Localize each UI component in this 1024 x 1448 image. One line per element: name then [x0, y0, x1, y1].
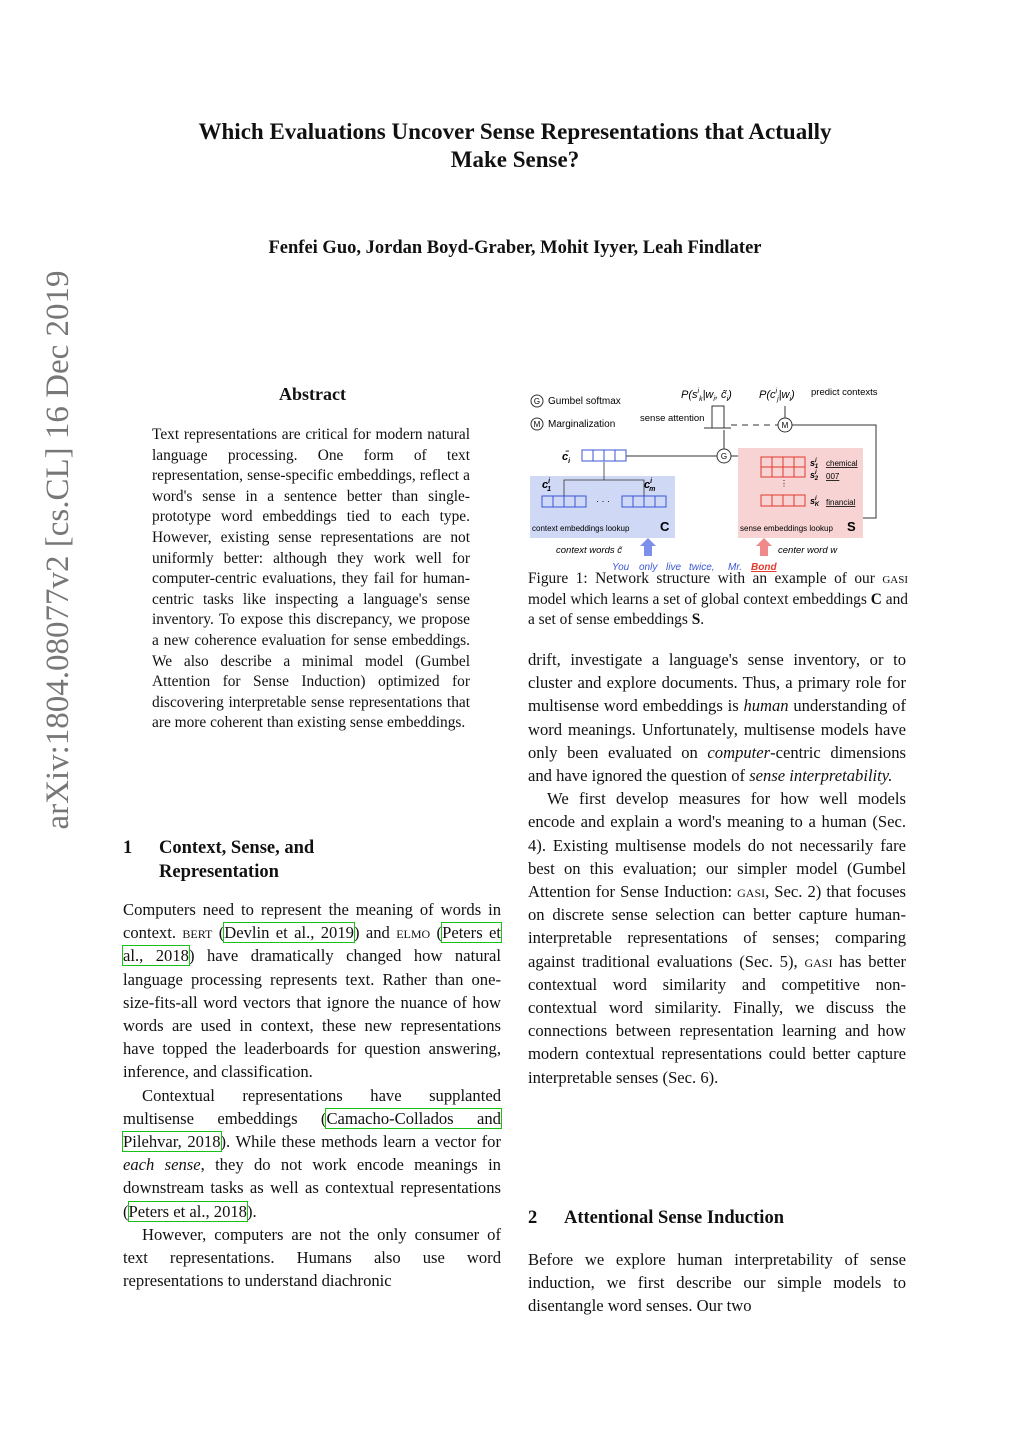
context-lookup-label: context embeddings lookup — [532, 524, 630, 533]
authors: Fenfei Guo, Jordan Boyd-Graber, Mohit Iyyer, Leah Findlater — [268, 238, 762, 258]
sense-attention-label: sense attention — [640, 413, 705, 424]
emphasis: computer — [707, 742, 771, 762]
section-2-title: Attentional Sense Induction — [564, 1208, 784, 1228]
text-run: have dramatically changed how natural language processing represents text. Rather than one-size-fits-all word vectors that ignore the nuance of how words are used in context, these new representations have topped the leaderboards for question answering, inference, and classification. — [123, 946, 501, 1082]
section-2-paragraph: Before we explore human interpretability of sense induction, we first describe our simple models to disentangle word senses. Our two — [528, 1250, 906, 1316]
paper-title — [110, 118, 920, 174]
context-matrix-C: C — [660, 519, 670, 534]
cbar-label: $c̄_i$ — [562, 451, 571, 465]
caption-C: C — [870, 590, 882, 608]
sentence-word: live — [666, 562, 682, 573]
citation-devlin[interactable]: Devlin et al., 2019 — [224, 923, 354, 943]
citation-peters[interactable]: Peters et al., 2018 — [123, 923, 501, 966]
s2-label: $s^i$ 2 — [810, 470, 819, 482]
sentence-word: You — [612, 562, 630, 573]
title-line-1: Which Evaluations Uncover Sense Representations that Actually — [198, 119, 832, 144]
network-diagram — [526, 380, 910, 580]
text-run: , Sec. 2) that focuses on discrete sense selection can better capture human-interpretable representations of senses; comparing against traditional evaluations (Sec. 5), — [528, 882, 906, 971]
caption-text: Figure 1: Network structure with an example of our — [528, 570, 883, 587]
sense-k-word: financial — [826, 498, 856, 507]
predict-contexts-label: predict contexts — [811, 387, 878, 398]
attention-bar — [712, 406, 724, 428]
section-1-title-line-2: Representation — [159, 862, 279, 882]
section-2-body — [528, 1248, 906, 1318]
c1-label: $c^i$ 1 — [542, 478, 551, 493]
sense-2-word: 007 — [826, 472, 840, 481]
gumbel-node-symbol: G — [720, 452, 728, 461]
marginalization-node-symbol: M — [781, 421, 789, 430]
sense-vdots: ⋮ — [780, 479, 788, 488]
emphasis: each sense — [123, 1155, 201, 1175]
text-run: , they do not work encode meanings in downstream tasks as well as contextual representations ( — [123, 1155, 501, 1221]
citation-camacho[interactable]: Camacho-Collados and Pilehvar, 2018 — [123, 1108, 501, 1152]
right-column — [528, 648, 906, 1089]
emphasis: human — [743, 696, 789, 716]
right-paragraph-1 — [528, 648, 906, 787]
caption-text: . — [700, 611, 705, 629]
text-run: Contextual representations have supplanted multisense embeddings ( — [123, 1085, 501, 1128]
context-words-label: context words c̃ — [556, 545, 622, 556]
gasi-term: gasi — [882, 570, 908, 587]
context-probability-label: $P(c^i_j|w_i)$ — [759, 388, 795, 403]
cm-label: $c^i$ m — [644, 478, 656, 493]
section-1-title-line-1: Context, Sense, and — [159, 838, 315, 858]
sentence-word: twice, — [689, 562, 715, 573]
gasi-term: gasi — [737, 882, 766, 902]
center-word-bond: Bond — [751, 562, 777, 573]
sense-lookup-label: sense embeddings lookup — [740, 524, 833, 533]
caption-text: and a set of sense embeddings — [528, 590, 908, 629]
abstract-heading: Abstract — [279, 384, 346, 404]
figure-1 — [526, 380, 910, 580]
cbar-vector — [582, 450, 626, 461]
title-line-2: Make Sense? — [450, 147, 580, 172]
text-run: drift, investigate a language's sense inventory, or to cluster and explore documents. Thus, a primary role for multisense word embeddings is — [528, 650, 906, 716]
text-run: and — [359, 923, 397, 943]
sentence-word: Mr. — [728, 562, 743, 573]
marginalization-legend-symbol: M — [533, 420, 541, 429]
section-2-heading — [528, 1206, 908, 1230]
marginalization-legend-label: Marginalization — [548, 419, 616, 430]
figure-1-caption — [528, 569, 908, 631]
text-run: understanding of word meanings. Unfortunately, multisense models have only been evaluated on — [528, 696, 906, 762]
sec1-paragraph-2 — [123, 1084, 501, 1223]
section-1-number: 1 — [123, 838, 133, 858]
text-run: ). While these methods learn a vector for — [220, 1132, 501, 1152]
gumbel-legend-label: Gumbel softmax — [548, 396, 621, 407]
left-column — [123, 898, 501, 1292]
text-run: We first develop measures for how well models encode and explain a word's meaning to a human (Sec. 4). Existing multisense models do not necessarily fare best on this evaluation; our simpler model (Gumbel Attention for Sense Induction: — [528, 789, 906, 902]
sec1-paragraph-3: However, computers are not the only consumer of text representations. Humans also use word representations to understand diachronic — [123, 1224, 501, 1291]
citation-peters-2[interactable]: Peters et al., 2018 — [128, 1201, 247, 1221]
emphasis: sense interpretability. — [749, 766, 893, 786]
text-run: -centric dimensions and have ignored the question of — [528, 742, 906, 786]
context-up-arrow — [640, 538, 656, 556]
section-2-number: 2 — [528, 1208, 538, 1228]
center-word-label: center word w — [778, 545, 838, 556]
text-run: Computers need to represent the meaning of words in context. — [123, 900, 501, 943]
sense-1-word: chemical — [826, 459, 858, 468]
bert-term: bert — [182, 923, 213, 943]
context-dots: · · · — [596, 496, 610, 506]
sense-probability-label: $P(s^i_k|w_i$, $c̃_i$) — [681, 388, 732, 403]
sentence-word: only — [639, 562, 658, 573]
abstract-text: Text representations are critical for modern natural language processing. One form of text representation, sense-specific embeddings, reflect a word's sense in a sentence better than single-prototype word embeddings tied to each type. However, existing sense representations are not uniformly better: although they work well for computer-centric evaluations, they fail for human-centric tasks like inspecting a language's sense inventory. To expose this discrepancy, we propose a new coherence evaluation for sense embeddings. We also describe a minimal model (Gumbel Attention for Sense Induction) optimized for discovering interpretable sense representations that are more coherent than existing sense embeddings. — [152, 426, 470, 732]
s1-label: $s^i$ 1 — [810, 458, 819, 470]
gasi-term: gasi — [804, 951, 833, 971]
sense-matrix-S: S — [847, 519, 856, 534]
text-run: has better contextual word similarity and competitive non-contextual word similarity. Finally, we discuss the connections between representation learning and how modern contextual representations could better capture interpretable senses (Sec. 6). — [528, 951, 906, 1087]
text-run: ). — [246, 1201, 257, 1221]
section-1-heading — [123, 836, 483, 884]
caption-text: model which learns a set of global context embeddings — [528, 590, 871, 608]
right-paragraph-2 — [528, 787, 906, 1089]
sK-label: $s^i$ K — [810, 496, 820, 508]
arxiv-stamp: arXiv:1804.08077v2 [cs.CL] 16 Dec 2019 — [40, 270, 76, 830]
sec1-paragraph-1: Computers need to represent the meaning of words in context. bert (Devlin et al., 2019) and elmo (Peters et al., 2018) have dramatically changed how natural language processing represents text. Rather than one-size-fits-all word vectors that ignore the nuance of how words are used in context, these new representations have topped the leaderboards for question answering, inference, and classification. — [123, 900, 501, 1082]
elmo-term: elmo — [396, 923, 431, 943]
caption-S: S — [691, 611, 701, 629]
gumbel-legend-symbol: G — [533, 397, 541, 406]
center-up-arrow — [756, 538, 772, 556]
